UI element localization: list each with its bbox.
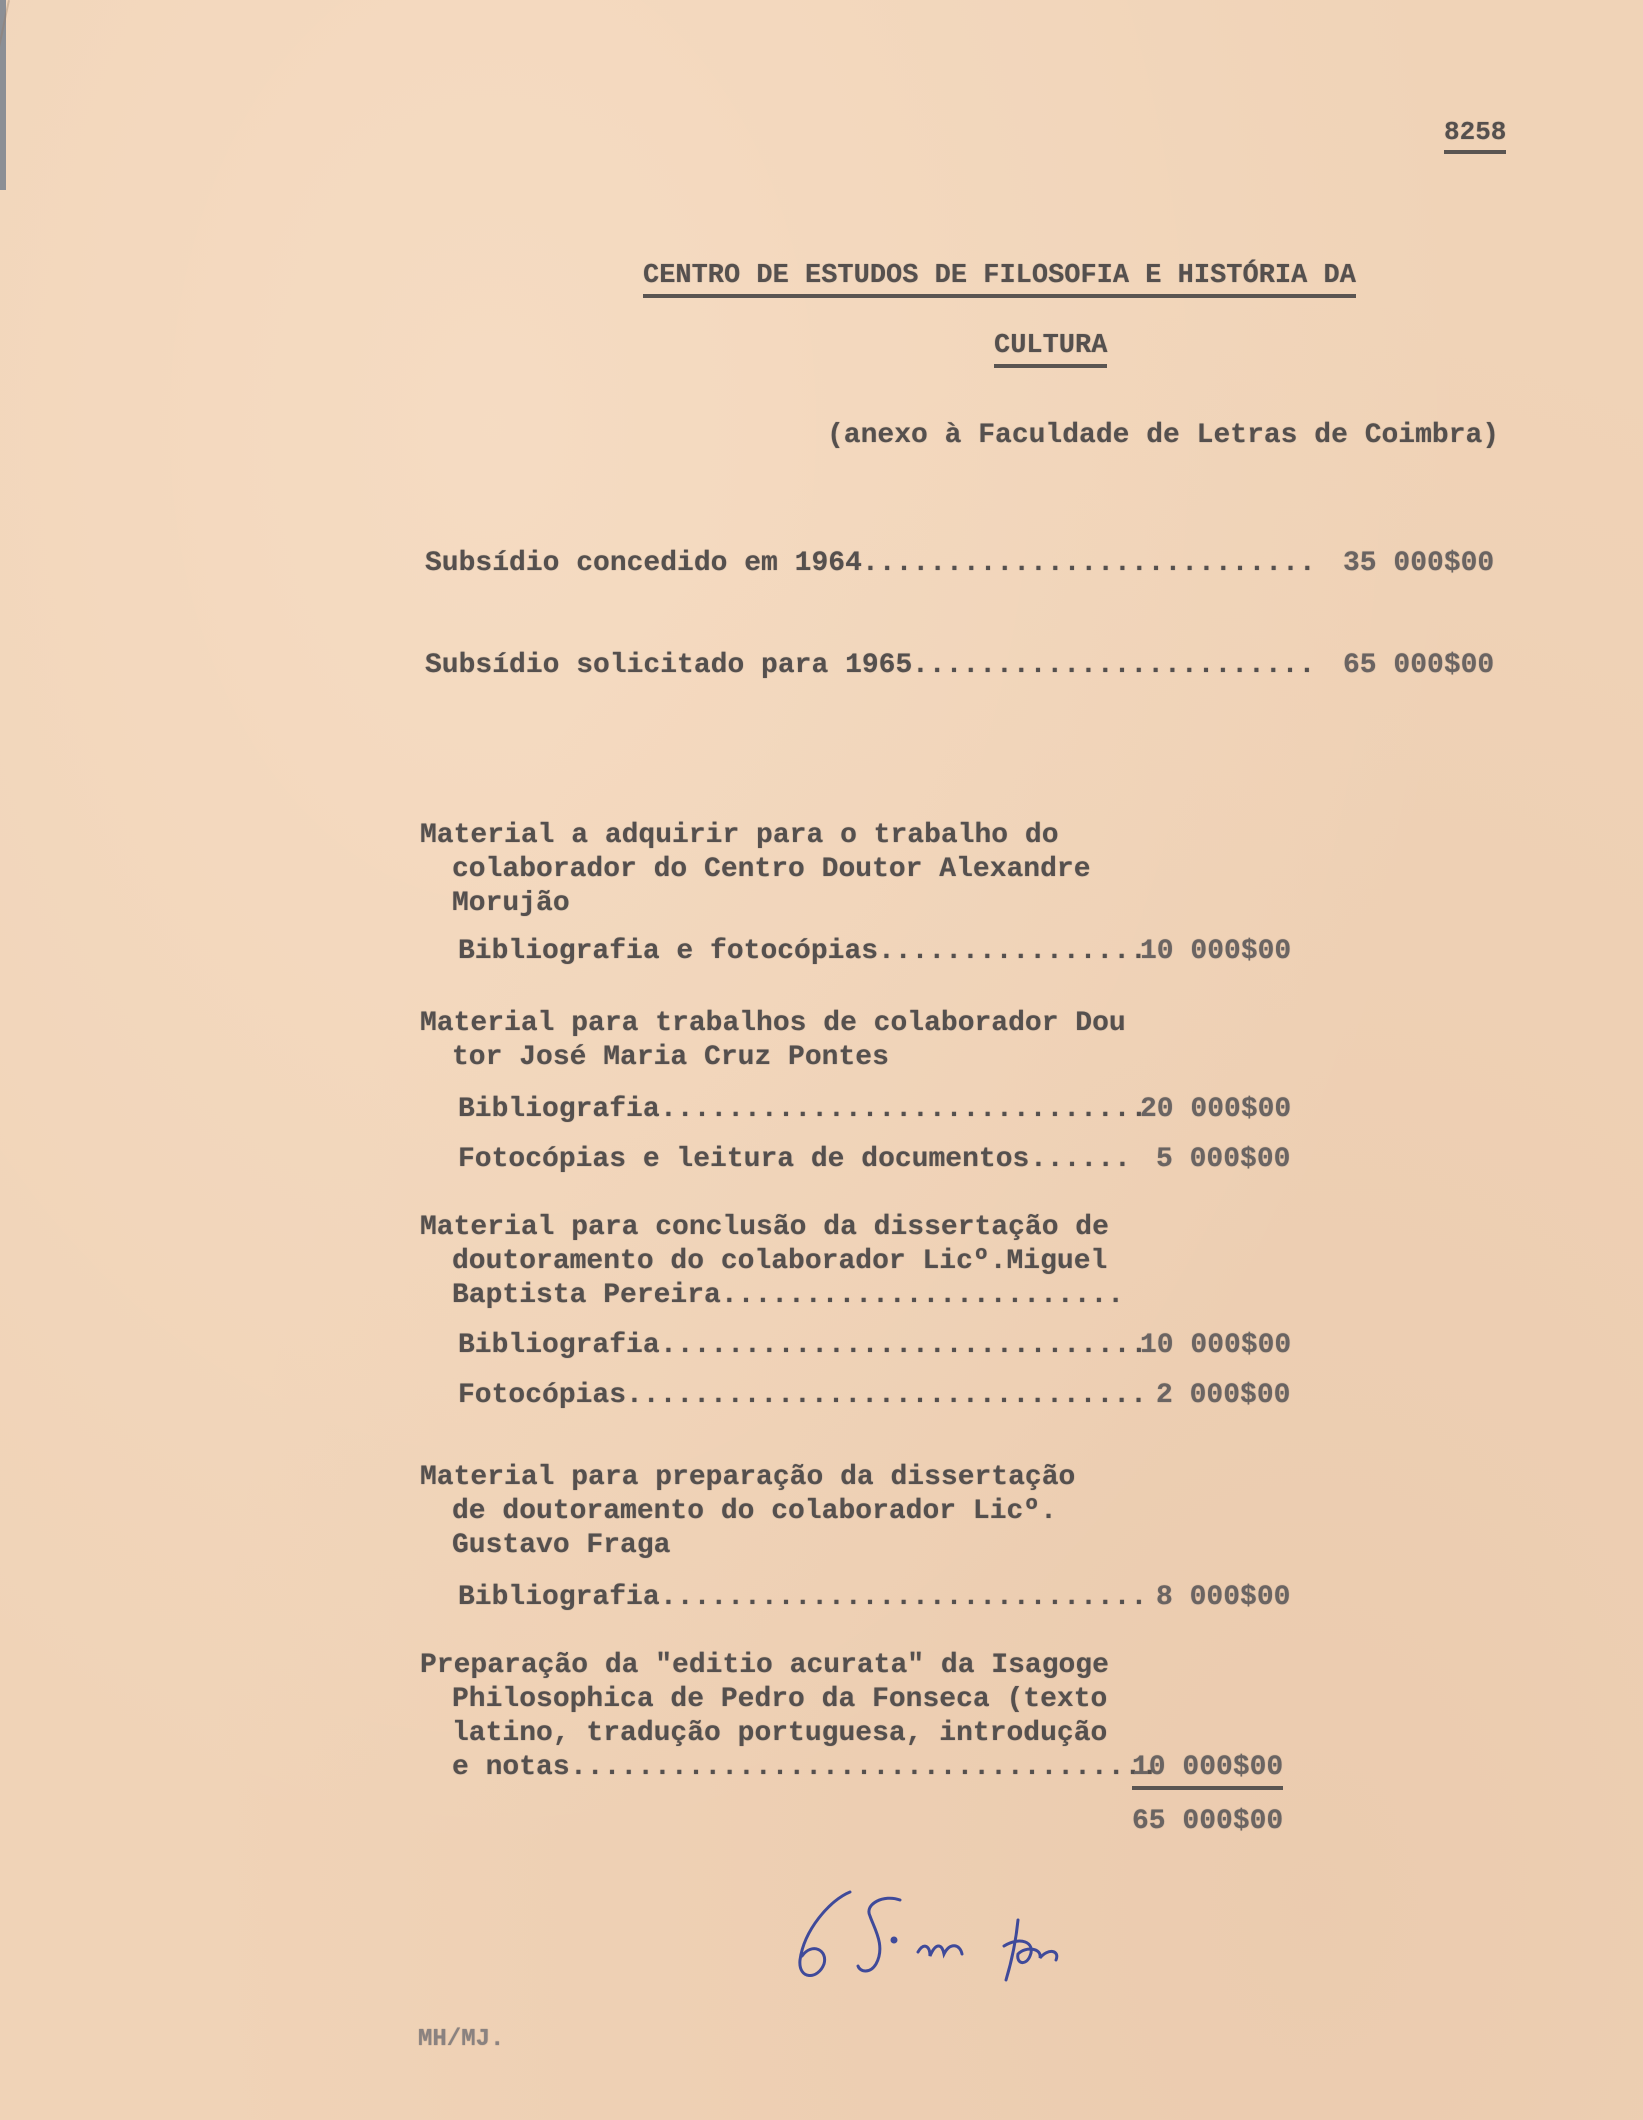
section-heading: Morujão [452,888,570,919]
item-label: Fotocópias [458,1380,627,1411]
summary-amount: 35 000$00 [1343,548,1495,579]
item-amount: 8 000$00 [1156,1582,1291,1613]
section-heading: Material para trabalhos de colaborador Dou [420,1008,1126,1039]
dot-leader: ...... [1030,1144,1131,1175]
page-number: 8258 [1444,116,1506,154]
item-label: Bibliografia [458,1330,660,1361]
summary-label: Subsídio concedido em 1964 [425,548,862,579]
section-heading: colaborador do Centro Doutor Alexandre [452,854,1091,885]
document-subtitle: (anexo à Faculdade de Letras de Coimbra) [827,420,1500,451]
item-amount: 5 000$00 [1156,1144,1291,1175]
handwritten-signature [790,1880,1210,1990]
item-amount: 10 000$00 [1132,1752,1283,1790]
section-heading: Material para preparação da dissertação [420,1462,1076,1493]
document-title-line2: CULTURA [994,330,1107,368]
item-label: Fotocópias e leitura de documentos [458,1144,1030,1175]
dot-leader: ............................. [660,1094,1148,1125]
section-heading: Gustavo Fraga [452,1530,671,1561]
document-title-line1: CENTRO DE ESTUDOS DE FILOSOFIA E HISTÓRIA DA [643,260,1356,298]
section-heading: Material para conclusão da dissertação de [420,1212,1109,1243]
dot-leader: ................................... [570,1752,1159,1783]
item-label: Bibliografia [458,1094,660,1125]
section-heading: Preparação da "editio acurata" da Isagoge [420,1650,1109,1681]
item-label: e notas [452,1752,570,1783]
dot-leader: ........................ [912,650,1316,681]
summary-amount: 65 000$00 [1343,650,1495,681]
summary-label: Subsídio solicitado para 1965 [425,650,913,681]
dot-leader: ........................... [862,548,1316,579]
dot-leader: ................ [878,936,1147,967]
item-label: Bibliografia e fotocópias [458,936,879,967]
section-heading: latino, tradução portuguesa, introdução [452,1718,1108,1749]
section-heading: doutoramento do colaborador Licº.Miguel [452,1246,1108,1277]
dot-leader: ............................... [626,1380,1147,1411]
item-amount: 10 000$00 [1140,1330,1292,1361]
dot-leader: ............................. [660,1582,1148,1613]
signature-icon [790,1880,1210,1990]
section-heading: Material a adquirir para o trabalho do [420,820,1059,851]
dot-leader: ............................. [660,1330,1148,1361]
grand-total: 65 000$00 [1132,1806,1284,1837]
item-amount: 20 000$00 [1140,1094,1292,1125]
item-label: Bibliografia [458,1582,660,1613]
section-heading: Baptista Pereira........................ [452,1280,1125,1311]
typist-initials: MH/MJ. [418,2026,505,2053]
section-heading: tor José Maria Cruz Pontes [452,1042,889,1073]
section-heading: Philosophica de Pedro da Fonseca (texto [452,1684,1108,1715]
item-amount: 10 000$00 [1140,936,1292,967]
section-heading: de doutoramento do colaborador Licº. [452,1496,1057,1527]
item-amount: 2 000$00 [1156,1380,1291,1411]
